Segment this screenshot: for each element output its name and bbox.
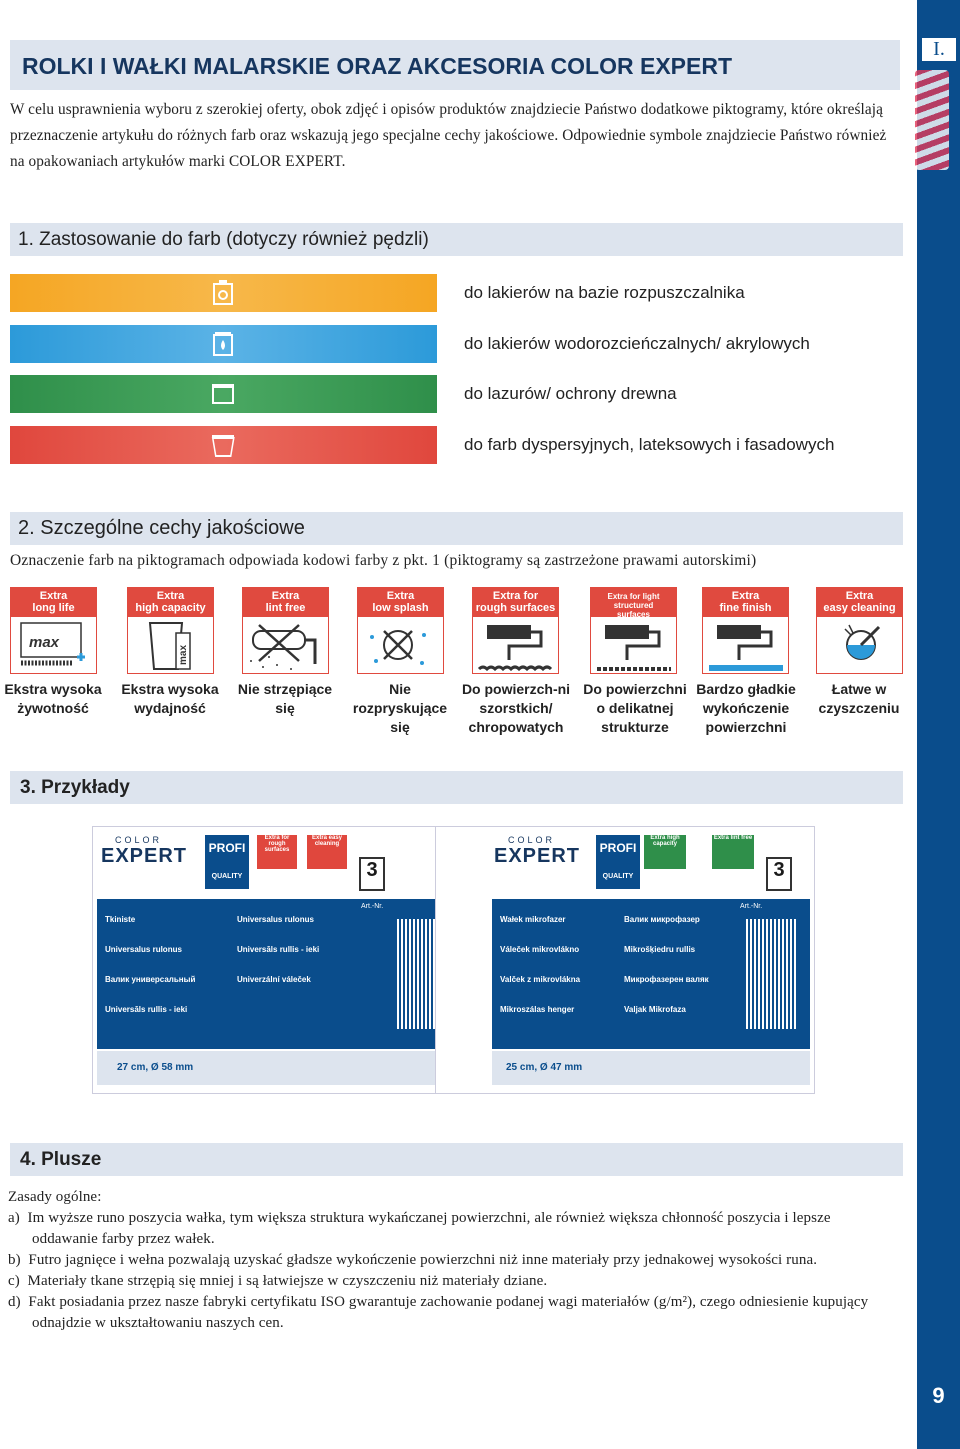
- barcode: [746, 919, 796, 1029]
- rule-b: b) Futro jagnięce i wełna pozwalają uzyskać gładsze wykończenie powierzchni niż inne materiały przy jednakowej wysokości runa.: [8, 1252, 818, 1268]
- band-label-water: do lakierów wodorozcieńczalnych/ akrylowych: [464, 334, 810, 353]
- pictogram-structured-surfaces: Extra for light structured surfaces: [590, 587, 677, 674]
- plusze-rules: [8, 1187, 878, 1334]
- section-2-heading: 2. Szczególne cechy jakościowe: [10, 512, 903, 545]
- intro-paragraph: W celu usprawnienia wyboru z szerokiej oferty, obok zdjęć i opisów produktów znajdziecie Państwo dodatkowe piktogramy, które określają przeznaczenie artykułu do różnych farb oraz wskazują jego specjalne cechy jakościowe. Odpowiednie symbole znajdziecie Państwo również na opakowaniach artykułów marki COLOR EXPERT.: [10, 101, 887, 170]
- dispersion-paint-band: [10, 426, 437, 464]
- easy-cleaning-icon: [817, 617, 902, 673]
- package-brand-top: COLOR: [115, 835, 163, 845]
- wood-stain-can-icon: [212, 381, 234, 407]
- section-4-heading: 4. Plusze: [10, 1143, 903, 1176]
- pictogram-high-capacity: Extra high capacity max: [127, 587, 214, 674]
- lint-free-icon: [243, 617, 328, 673]
- caption-structured-surfaces: Do powierzchni o delikatnej strukturze: [583, 681, 687, 735]
- package-size: 27 cm, Ø 58 mm: [97, 1051, 457, 1085]
- rule-a: a) Im wyższe runo poszycia wałka, tym większa struktura wykańczanej powierzchni, ale również większa chłonność poszycia i lepsze oddawanie farby przez wałek.: [8, 1210, 831, 1247]
- section-2-note: Oznaczenie farb na piktogramach odpowiada kodowi farby z pkt. 1 (piktogramy są zastrzeżone prawami autorskimi): [10, 552, 757, 569]
- paint-roller-photo: [915, 70, 949, 170]
- rules-lead: Zasady ogólne:: [8, 1189, 102, 1205]
- svg-text:max: max: [178, 644, 189, 665]
- rule-d: d) Fakt posiadania przez nasze fabryki certyfikatu ISO gwarantuje zachowanie podanej wagi materiałów (g/m²), czego odniesienie kupujący odnajdzie w ukształtowaniu naszych cen.: [8, 1294, 869, 1331]
- page-title: ROLKI I WAŁKI MALARSKIE ORAZ AKCESORIA COLOR EXPERT: [10, 40, 900, 90]
- water-lacquer-band: [10, 325, 437, 363]
- package-size: 25 cm, Ø 47 mm: [492, 1051, 810, 1085]
- caption-rough-surfaces: Do powierzch-ni szorstkich/ chropowatych: [461, 681, 571, 735]
- package-badge-2: Extra lint free: [712, 835, 754, 869]
- package-badge-2: Extra easy cleaning: [307, 835, 347, 869]
- profi-quality-badge: PROFI QUALITY: [596, 835, 640, 889]
- wood-stain-band: [10, 375, 437, 413]
- package-example-1: COLOR EXPERT PROFI QUALITY Extra for rough surfaces Extra easy cleaning 3 Tkiniste Universalus rulonus Валик универсальный Universāls rullis - ieki Universalus rulonus Universāls rullis - ieki Univerzální váleček Art.-Nr. 27 cm, Ø 58 mm: [92, 826, 472, 1094]
- solvent-can-icon: [212, 280, 234, 306]
- svg-text:max: max: [29, 634, 60, 651]
- caption-high-capacity: Ekstra wysoka wydajność: [121, 681, 219, 716]
- profi-quality-badge: PROFI QUALITY: [205, 835, 249, 889]
- package-badge-1: Extra for rough surfaces: [257, 835, 297, 869]
- rule-c: c) Materiały tkane strzępią się mniej i są łatwiejsze w czyszczeniu niż materiały dziane.: [8, 1273, 548, 1289]
- rough-surface-roller-icon: [473, 617, 558, 673]
- band-label-wood: do lazurów/ ochrony drewna: [464, 384, 677, 403]
- package-badge-1: Extra high capacity: [644, 835, 686, 869]
- long-life-icon: [11, 617, 96, 673]
- caption-long-life: Ekstra wysoka żywotność: [4, 681, 102, 716]
- pictogram-lint-free: Extra lint free: [242, 587, 329, 674]
- pictogram-rough-surfaces: Extra for rough surfaces: [472, 587, 559, 674]
- package-count: 3: [766, 857, 792, 891]
- chapter-marker: I.: [922, 38, 956, 61]
- caption-easy-cleaning: Łatwe w czyszczeniu: [818, 681, 900, 716]
- pictogram-fine-finish: Extra fine finish: [702, 587, 789, 674]
- chapter-sidebar: [917, 0, 960, 1449]
- fine-finish-roller-icon: [703, 617, 788, 673]
- pictogram-long-life: Extra long life max: [10, 587, 97, 674]
- section-3-heading: 3. Przykłady: [10, 771, 903, 804]
- pictogram-low-splash: Extra low splash: [357, 587, 444, 674]
- pictogram-easy-cleaning: Extra easy cleaning: [816, 587, 903, 674]
- page-number: 9: [932, 1383, 945, 1408]
- caption-low-splash: Nie rozpryskujące się: [352, 681, 448, 735]
- band-label-solvent: do lakierów na bazie rozpuszczalnika: [464, 283, 745, 302]
- structured-surface-roller-icon: [591, 617, 676, 673]
- band-label-dispersion: do farb dyspersyjnych, lateksowych i fasadowych: [464, 435, 835, 454]
- low-splash-icon: [358, 617, 443, 673]
- caption-lint-free: Nie strzępiące się: [237, 681, 333, 716]
- water-can-icon: [212, 331, 234, 357]
- high-capacity-icon: [128, 617, 213, 673]
- solvent-lacquer-band: [10, 274, 437, 312]
- paint-bucket-icon: [208, 432, 238, 458]
- package-count: 3: [359, 857, 385, 891]
- caption-fine-finish: Bardzo gładkie wykończenie powierzchni: [696, 681, 796, 735]
- package-brand: EXPERT: [101, 845, 188, 867]
- section-1-heading: 1. Zastosowanie do farb (dotyczy również pędzli): [10, 223, 903, 256]
- package-example-2: COLOR EXPERT PROFI QUALITY Extra high capacity Extra lint free 3 Wałek mikrofazer Váleček mikrovlákno Valček z mikrovlákna Mikroszálas henger Валик микрофазер Mikrošķiedru rullis Микрофазерен валяк Valjak Mikrofaza Art.-Nr. 25 cm, Ø 47 mm: [435, 826, 815, 1094]
